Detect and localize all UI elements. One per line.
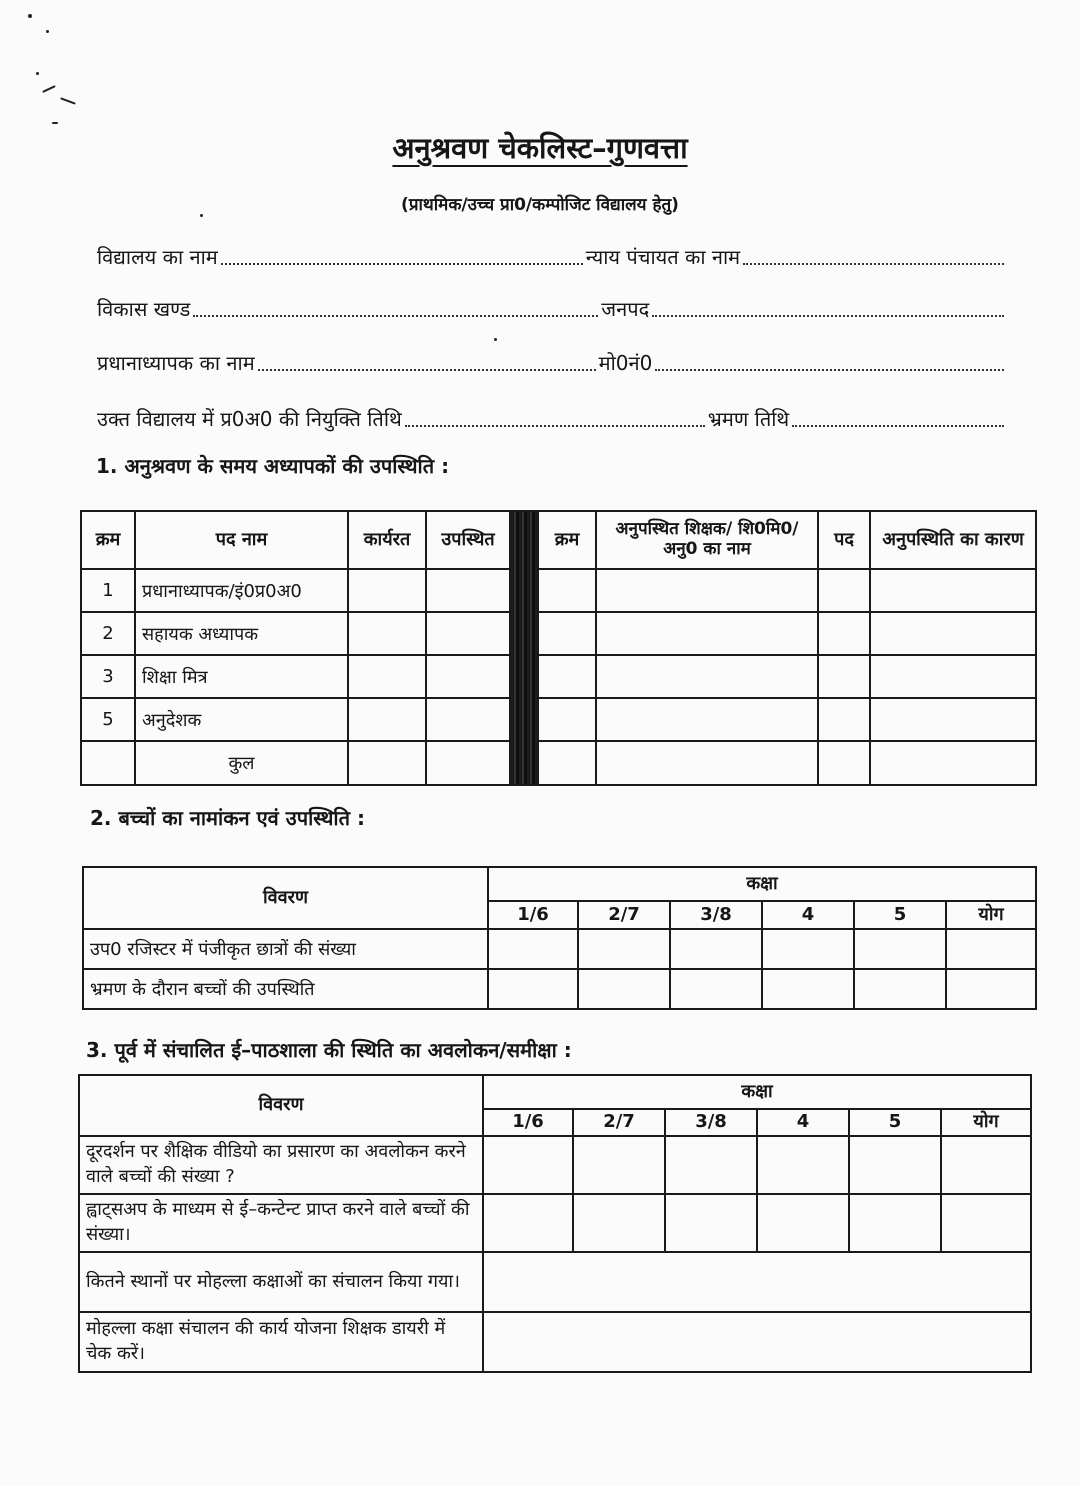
table-row bbox=[83, 969, 1036, 1009]
visit-date-label: भ्रमण तिथि bbox=[707, 407, 790, 431]
class-2-7: 2/7 bbox=[573, 1109, 665, 1136]
table-row bbox=[81, 698, 1036, 741]
row-num: 5 bbox=[81, 698, 135, 741]
value-cell[interactable] bbox=[946, 969, 1036, 1009]
row-post: शिक्षा मित्र bbox=[135, 655, 348, 698]
karyarat-cell[interactable] bbox=[348, 569, 426, 612]
value-cell[interactable] bbox=[849, 1194, 941, 1252]
section3-heading: 3. पूर्व में संचालित ई–पाठशाला की स्थिति का अवलोकन/समीक्षा : bbox=[86, 1038, 572, 1062]
row-detail: कितने स्थानों पर मोहल्ला कक्षाओं का संचालन किया गया। bbox=[79, 1252, 483, 1312]
janpad-input-line[interactable] bbox=[652, 314, 1004, 317]
row-num: 3 bbox=[81, 655, 135, 698]
reason-cell[interactable] bbox=[870, 655, 1036, 698]
value-cell[interactable] bbox=[670, 969, 762, 1009]
head-name-label: प्रधानाध्यापक का नाम bbox=[97, 351, 255, 375]
head-name-input-line[interactable] bbox=[258, 368, 596, 371]
value-cell[interactable] bbox=[854, 929, 946, 969]
col-kaksha: कक्षा bbox=[483, 1075, 1031, 1109]
reason-cell[interactable] bbox=[870, 741, 1036, 785]
reason-cell[interactable] bbox=[870, 569, 1036, 612]
value-cell[interactable] bbox=[665, 1194, 757, 1252]
table-row bbox=[79, 1312, 1031, 1372]
col-vivaran: विवरण bbox=[83, 867, 488, 929]
karyarat-cell[interactable] bbox=[348, 655, 426, 698]
table-row bbox=[79, 1194, 1031, 1252]
pad-cell[interactable] bbox=[818, 741, 870, 785]
vikas-khand-input-line[interactable] bbox=[193, 314, 598, 317]
class-4: 4 bbox=[757, 1109, 849, 1136]
row-num: 1 bbox=[81, 569, 135, 612]
table-row bbox=[83, 929, 1036, 969]
table-row bbox=[81, 612, 1036, 655]
value-cell[interactable] bbox=[488, 969, 578, 1009]
class-5: 5 bbox=[849, 1109, 941, 1136]
pad-cell[interactable] bbox=[818, 698, 870, 741]
teacher-attendance-table bbox=[80, 510, 1037, 786]
table-row bbox=[81, 655, 1036, 698]
row-num: 2 bbox=[81, 612, 135, 655]
table-row bbox=[81, 569, 1036, 612]
total-num-cell bbox=[81, 741, 135, 785]
value-cell[interactable] bbox=[854, 969, 946, 1009]
absent-name-cell[interactable] bbox=[596, 655, 818, 698]
visit-date-input-line[interactable] bbox=[792, 424, 1004, 427]
table-row bbox=[79, 1252, 1031, 1312]
upasthit-cell[interactable] bbox=[426, 569, 510, 612]
class-3-8: 3/8 bbox=[670, 901, 762, 929]
karyarat-cell[interactable] bbox=[348, 698, 426, 741]
class-1-6: 1/6 bbox=[483, 1109, 573, 1136]
field-row-school bbox=[97, 238, 1007, 272]
page-subtitle: (प्राथमिक/उच्च प्रा0/कम्पोजिट विद्यालय हेतु) bbox=[401, 195, 679, 215]
kram-cell[interactable] bbox=[538, 698, 596, 741]
enrolment-table bbox=[82, 866, 1037, 1010]
col-upasthit: उपस्थित bbox=[426, 511, 510, 569]
appointment-date-input-line[interactable] bbox=[405, 424, 705, 427]
class-total: योग bbox=[946, 901, 1036, 929]
section2-heading: 2. बच्चों का नामांकन एवं उपस्थिति : bbox=[90, 806, 365, 830]
value-cell[interactable] bbox=[578, 969, 670, 1009]
col-absent-teacher-name: अनुपस्थित शिक्षक/ शि0मि0/अनु0 का नाम bbox=[596, 511, 818, 569]
pad-cell[interactable] bbox=[818, 612, 870, 655]
value-cell[interactable] bbox=[946, 929, 1036, 969]
kram-cell[interactable] bbox=[538, 655, 596, 698]
value-cell[interactable] bbox=[665, 1136, 757, 1194]
class-1-6: 1/6 bbox=[488, 901, 578, 929]
row-detail: ह्वाट्सअप के माध्यम से ई–कन्टेन्ट प्राप्त करने वाले बच्चों की संख्या। bbox=[79, 1194, 483, 1252]
class-total: योग bbox=[941, 1109, 1031, 1136]
upasthit-cell[interactable] bbox=[426, 698, 510, 741]
kram-cell[interactable] bbox=[538, 741, 596, 785]
row-detail: मोहल्ला कक्षा संचालन की कार्य योजना शिक्षक डायरी में चेक करें। bbox=[79, 1312, 483, 1372]
field-row-dates bbox=[97, 400, 1007, 434]
row-detail: उप0 रजिस्टर में पंजीकृत छात्रों की संख्या bbox=[83, 929, 488, 969]
section1-heading: 1. अनुश्रवण के समय अध्यापकों की उपस्थिति : bbox=[96, 454, 450, 478]
row-post: सहायक अध्यापक bbox=[135, 612, 348, 655]
value-cell[interactable] bbox=[488, 929, 578, 969]
kram-cell[interactable] bbox=[538, 612, 596, 655]
value-cell[interactable] bbox=[941, 1136, 1031, 1194]
row-post: अनुदेशक bbox=[135, 698, 348, 741]
karyarat-cell[interactable] bbox=[348, 612, 426, 655]
mobile-input-line[interactable] bbox=[655, 368, 1004, 371]
epathshala-table bbox=[78, 1074, 1032, 1373]
table-row bbox=[79, 1136, 1031, 1194]
col-kaksha: कक्षा bbox=[488, 867, 1036, 901]
col-pad: पद bbox=[818, 511, 870, 569]
row-detail: दूरदर्शन पर शैक्षिक वीडियो का प्रसारण का अवलोकन करने वाले बच्चों की संख्या ? bbox=[79, 1136, 483, 1194]
nyay-panchayat-label: न्याय पंचायत का नाम bbox=[585, 245, 741, 269]
col-vivaran: विवरण bbox=[79, 1075, 483, 1136]
reason-cell[interactable] bbox=[870, 612, 1036, 655]
col-pad-naam: पद नाम bbox=[135, 511, 348, 569]
value-cell[interactable] bbox=[757, 1136, 849, 1194]
value-cell[interactable] bbox=[573, 1194, 665, 1252]
dark-separator-column bbox=[510, 511, 538, 785]
col-kram-2: क्रम bbox=[538, 511, 596, 569]
mobile-label: मो0नं0 bbox=[598, 351, 653, 375]
janpad-label: जनपद bbox=[601, 297, 650, 321]
col-kram: क्रम bbox=[81, 511, 135, 569]
class-5: 5 bbox=[854, 901, 946, 929]
value-cell[interactable] bbox=[762, 929, 854, 969]
total-row bbox=[81, 741, 1036, 785]
value-cell[interactable] bbox=[573, 1136, 665, 1194]
pad-cell[interactable] bbox=[818, 655, 870, 698]
nyay-panchayat-input-line[interactable] bbox=[743, 262, 1004, 265]
absent-name-cell[interactable] bbox=[596, 569, 818, 612]
total-label: कुल bbox=[135, 741, 348, 785]
row-post: प्रधानाध्यापक/इं0प्र0अ0 bbox=[135, 569, 348, 612]
value-cell-wide[interactable] bbox=[483, 1252, 1031, 1312]
value-cell[interactable] bbox=[849, 1136, 941, 1194]
value-cell[interactable] bbox=[941, 1194, 1031, 1252]
absent-name-cell[interactable] bbox=[596, 741, 818, 785]
class-2-7: 2/7 bbox=[578, 901, 670, 929]
karyarat-total-cell[interactable] bbox=[348, 741, 426, 785]
appointment-date-label: उक्त विद्यालय में प्र0अ0 की नियुक्ति तिथि bbox=[97, 407, 402, 431]
upasthit-cell[interactable] bbox=[426, 612, 510, 655]
row-detail: भ्रमण के दौरान बच्चों की उपस्थिति bbox=[83, 969, 488, 1009]
pad-cell[interactable] bbox=[818, 569, 870, 612]
kram-cell[interactable] bbox=[538, 569, 596, 612]
absent-name-cell[interactable] bbox=[596, 612, 818, 655]
value-cell[interactable] bbox=[670, 929, 762, 969]
field-row-head bbox=[97, 344, 1007, 378]
upasthit-cell[interactable] bbox=[426, 655, 510, 698]
value-cell[interactable] bbox=[762, 969, 854, 1009]
absent-name-cell[interactable] bbox=[596, 698, 818, 741]
class-4: 4 bbox=[762, 901, 854, 929]
col-absence-reason: अनुपस्थिति का कारण bbox=[870, 511, 1036, 569]
value-cell[interactable] bbox=[578, 929, 670, 969]
value-cell[interactable] bbox=[483, 1136, 573, 1194]
school-name-label: विद्यालय का नाम bbox=[97, 245, 218, 269]
upasthit-total-cell[interactable] bbox=[426, 741, 510, 785]
reason-cell[interactable] bbox=[870, 698, 1036, 741]
page-title: अनुश्रवण चेकलिस्ट–गुणवत्ता bbox=[392, 131, 688, 165]
class-3-8: 3/8 bbox=[665, 1109, 757, 1136]
value-cell-wide[interactable] bbox=[483, 1312, 1031, 1372]
value-cell[interactable] bbox=[757, 1194, 849, 1252]
vikas-khand-label: विकास खण्ड bbox=[97, 297, 191, 321]
school-name-input-line[interactable] bbox=[221, 262, 583, 265]
value-cell[interactable] bbox=[483, 1194, 573, 1252]
field-row-block bbox=[97, 290, 1007, 324]
col-karyarat: कार्यरत bbox=[348, 511, 426, 569]
